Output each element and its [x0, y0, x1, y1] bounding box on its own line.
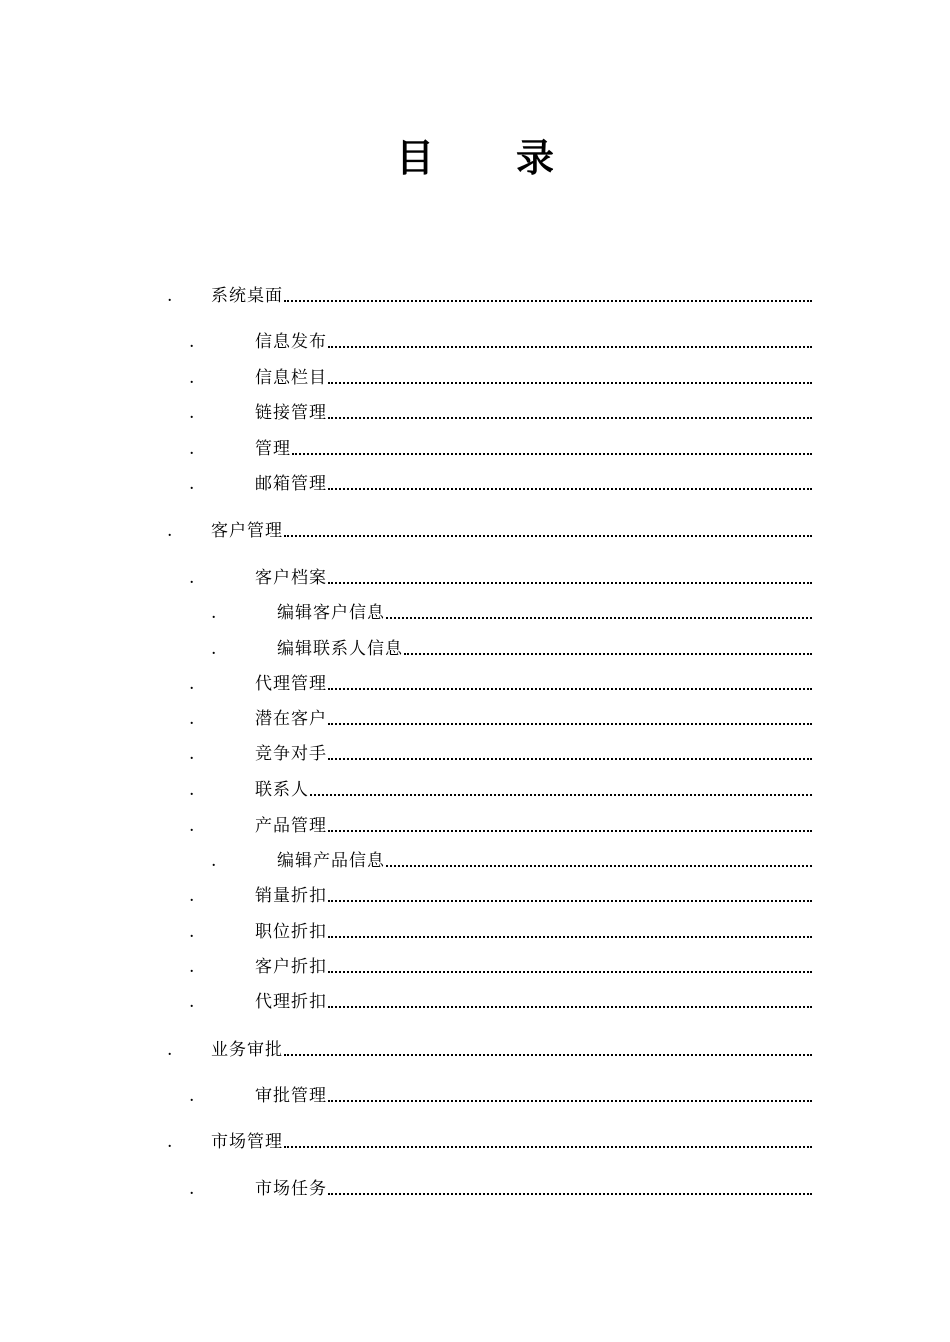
toc-entry[interactable]	[189, 920, 812, 944]
toc-dot-leader	[328, 1006, 812, 1008]
toc-dot-leader	[284, 535, 812, 537]
toc-entry-number: .	[189, 816, 195, 836]
toc-entry-text-row	[211, 284, 812, 308]
toc-dot-leader	[328, 688, 812, 690]
toc-entry-number: .	[189, 568, 195, 588]
toc-entry-number: .	[189, 368, 195, 388]
toc-entry-label: 信息发布	[255, 332, 327, 352]
toc-entry-text-row	[255, 707, 812, 731]
toc-entry-number: .	[189, 744, 195, 764]
toc-entry-text-row	[255, 437, 812, 461]
toc-dot-leader	[328, 1100, 812, 1102]
toc-entry[interactable]	[211, 601, 812, 625]
toc-entry-number: .	[189, 439, 195, 459]
toc-dot-leader	[284, 300, 812, 302]
toc-entry[interactable]	[189, 1084, 812, 1108]
toc-entry-label: 代理管理	[255, 674, 327, 694]
toc-entry-number: .	[167, 286, 173, 306]
toc-entry-number: .	[167, 521, 173, 541]
toc-entry[interactable]	[189, 401, 812, 425]
toc-entry[interactable]	[189, 672, 812, 696]
toc-entry[interactable]	[167, 519, 812, 543]
toc-entry[interactable]	[189, 437, 812, 461]
toc-entry-label: 审批管理	[255, 1086, 327, 1106]
toc-entry-text-row	[211, 519, 812, 543]
title-char-1: 目	[395, 136, 434, 180]
toc-entry-text-row	[255, 1084, 812, 1108]
toc-entry-number: .	[189, 992, 195, 1012]
toc-dot-leader	[328, 488, 812, 490]
toc-dot-leader	[328, 1193, 812, 1195]
toc-entry-text-row	[255, 778, 812, 802]
toc-entry[interactable]	[189, 778, 812, 802]
toc-entry-text-row	[255, 330, 812, 354]
toc-entry[interactable]	[167, 1130, 812, 1154]
toc-entry-number: .	[189, 1086, 195, 1106]
toc-entry-label: 职位折扣	[255, 922, 327, 942]
toc-entry-number: .	[167, 1040, 173, 1060]
toc-entry-number: .	[189, 1179, 195, 1199]
toc-entry-label: 编辑产品信息	[277, 851, 385, 871]
toc-dot-leader	[328, 900, 812, 902]
toc-entry[interactable]	[211, 637, 812, 661]
toc-entry-text-row	[255, 990, 812, 1014]
toc-entry-number: .	[189, 780, 195, 800]
toc-dot-leader	[328, 971, 812, 973]
toc-entry-number: .	[211, 603, 217, 623]
toc-entry-label: 邮箱管理	[255, 474, 327, 494]
toc-entry-number: .	[189, 922, 195, 942]
toc-entry-number: .	[189, 957, 195, 977]
toc-dot-leader	[404, 653, 812, 655]
toc-dot-leader	[328, 758, 812, 760]
toc-entry[interactable]	[189, 814, 812, 838]
toc-entry-label: 信息栏目	[255, 368, 327, 388]
toc-entry-text-row	[255, 566, 812, 590]
toc-entry-number: .	[189, 709, 195, 729]
toc-entry[interactable]	[189, 472, 812, 496]
toc-entry-number: .	[167, 1132, 173, 1152]
toc-entry-label: 市场管理	[211, 1132, 283, 1152]
toc-dot-leader	[284, 1146, 812, 1148]
toc-entry-text-row	[277, 637, 812, 661]
toc-entry[interactable]	[189, 884, 812, 908]
toc-entry-label: 链接管理	[255, 403, 327, 423]
toc-entry-number: .	[189, 332, 195, 352]
toc-entry-number: .	[189, 474, 195, 494]
toc-entry-label: 客户管理	[211, 521, 283, 541]
toc-entry-text-row	[211, 1038, 812, 1062]
toc-entry[interactable]	[189, 566, 812, 590]
toc-entry-text-row	[277, 601, 812, 625]
toc-entry-text-row	[255, 955, 812, 979]
toc-entry-number: .	[189, 403, 195, 423]
toc-entry[interactable]	[189, 742, 812, 766]
toc-entry-text-row	[255, 472, 812, 496]
toc-entry-label: 竞争对手	[255, 744, 327, 764]
toc-entry-label: 业务审批	[211, 1040, 283, 1060]
toc-entry-label: 系统桌面	[211, 286, 283, 306]
toc-entry-text-row	[255, 1177, 812, 1201]
toc-entry-number: .	[189, 674, 195, 694]
toc-dot-leader	[310, 794, 812, 796]
toc-entry-number: .	[189, 886, 195, 906]
toc-entry[interactable]	[189, 1177, 812, 1201]
toc-entry-number: .	[211, 639, 217, 659]
toc-dot-leader	[386, 865, 812, 867]
toc-entry-label: 客户档案	[255, 568, 327, 588]
toc-entry-text-row	[255, 401, 812, 425]
toc-entry-text-row	[255, 884, 812, 908]
toc-entry-number: .	[211, 851, 217, 871]
toc-entry[interactable]	[167, 1038, 812, 1062]
toc-entry-text-row	[255, 672, 812, 696]
toc-dot-leader	[328, 723, 812, 725]
toc-dot-leader	[328, 417, 812, 419]
toc-dot-leader	[328, 582, 812, 584]
toc-entry-text-row	[255, 920, 812, 944]
toc-entry-text-row	[255, 814, 812, 838]
toc-entry[interactable]	[189, 330, 812, 354]
toc-entry-label: 产品管理	[255, 816, 327, 836]
toc-entry[interactable]	[189, 707, 812, 731]
toc-entry[interactable]	[167, 284, 812, 308]
toc-entry[interactable]	[211, 849, 812, 873]
toc-entry-label: 客户折扣	[255, 957, 327, 977]
toc-dot-leader	[328, 936, 812, 938]
toc-entry-label: 编辑联系人信息	[277, 639, 403, 659]
toc-entry-label: 联系人	[255, 780, 309, 800]
toc-entry[interactable]	[189, 955, 812, 979]
toc-entry-label: 管理	[255, 439, 291, 459]
toc-entry-text-row	[255, 366, 812, 390]
toc-dot-leader	[328, 382, 812, 384]
toc-dot-leader	[328, 830, 812, 832]
toc-entry-text-row	[211, 1130, 812, 1154]
toc-dot-leader	[328, 346, 812, 348]
toc-entry-label: 编辑客户信息	[277, 603, 385, 623]
toc-entry-label: 销量折扣	[255, 886, 327, 906]
toc-entry[interactable]	[189, 366, 812, 390]
toc-dot-leader	[386, 617, 812, 619]
toc-entry-label: 市场任务	[255, 1179, 327, 1199]
toc-entry-label: 潜在客户	[255, 709, 327, 729]
toc-entry-text-row	[277, 849, 812, 873]
title-char-2: 录	[516, 136, 555, 180]
toc-entry[interactable]	[189, 990, 812, 1014]
toc-entry-label: 代理折扣	[255, 992, 327, 1012]
toc-dot-leader	[292, 453, 812, 455]
toc-entry-text-row	[255, 742, 812, 766]
toc-dot-leader	[284, 1054, 812, 1056]
